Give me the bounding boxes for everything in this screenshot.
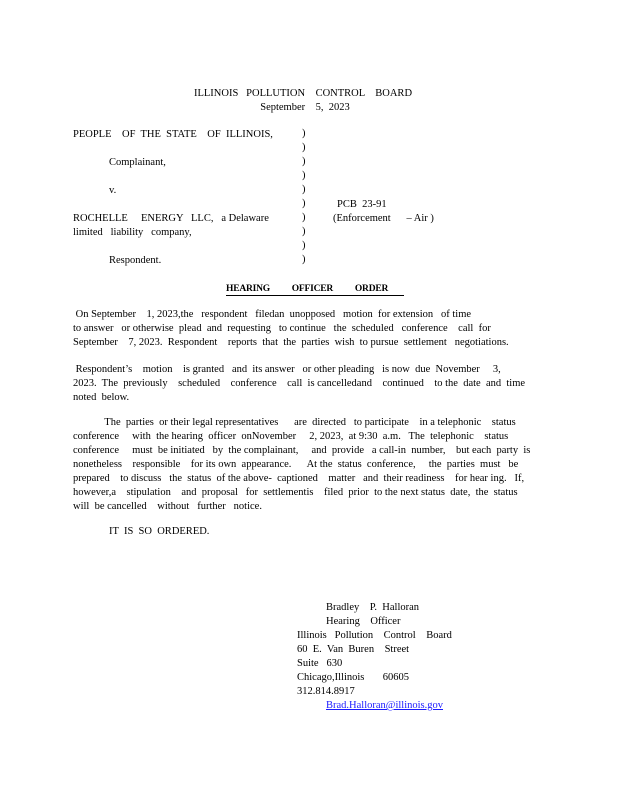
caption-paren: ) [302,198,306,209]
defendant-name-line-2: limited liability company, [73,227,192,238]
signer-organization: Illinois Pollution Control Board [297,630,452,641]
caption-paren: ) [302,156,306,167]
caption-paren: ) [302,142,306,153]
signer-title: Hearing Officer [326,616,401,627]
paragraph-1-line: September 7, 2023. Respondent reports that the parties wish to pursue settlement negotiations. [73,337,509,348]
agency-name: ILLINOIS POLLUTION CONTROL BOARD [193,88,413,99]
address-line-1: 60 E. Van Buren Street [297,644,410,655]
caption-paren: ) [302,128,306,139]
defendant-name-line-1: ROCHELLE ENERGY LLC, a Delaware [73,213,269,224]
paragraph-3-line: however,a stipulation and proposal for settlementis filed prior to the next status date, the status [73,487,518,498]
paragraph-2-line: 2023. The previously scheduled conference call is cancelledand continued to the date and time [73,378,526,389]
phone-number: 312.814.8917 [297,686,355,697]
plaintiff-name: PEOPLE OF THE STATE OF ILLINOIS, [73,129,273,140]
caption-paren: ) [302,226,306,237]
paragraph-3-line: nonetheless responsible for its own appearance. At the status conference, the parties must be [73,459,519,470]
case-type: (Enforcement – Air ) [333,213,434,224]
defendant-role: Respondent. [109,255,162,266]
paragraph-3-line: The parties or their legal representatives are directed to participate in a telephonic status [73,417,516,428]
order-date: September 5, 2023 [260,102,350,113]
address-line-2: Suite 630 [297,658,343,669]
versus-label: v. [109,185,117,196]
email-link[interactable]: Brad.Halloran@illinois.gov [326,700,443,711]
caption-divider [302,127,312,267]
closing-statement: IT IS SO ORDERED. [109,526,210,537]
paragraph-3-line: prepared to discuss the status of the above- captioned matter and their readiness for hear ing. If, [73,473,525,484]
case-number: PCB 23-91 [337,199,387,210]
paragraph-2-line: noted below. [73,392,130,403]
paragraph-3-line: will be cancelled without further notice. [73,501,262,512]
paragraph-3-line: conference with the hearing officer onNovember 2, 2023, at 9:30 a.m. The telephonic status [73,431,509,442]
caption-paren: ) [302,240,306,251]
paragraph-1-line: to answer or otherwise plead and requesting to continue the scheduled conference call for [73,323,491,334]
address-city: Chicago,Illinois 60605 [297,672,409,683]
caption-paren: ) [302,184,306,195]
paragraph-1-line: On September 1, 2023,the respondent filedan unopposed motion for extension of time [73,309,472,320]
plaintiff-role: Complainant, [109,157,166,168]
caption-paren: ) [302,170,306,181]
caption-paren: ) [302,212,306,223]
caption-paren: ) [302,254,306,265]
paragraph-2-line: Respondent’s motion is granted and its answer or other pleading is now due November 3, [73,364,501,375]
paragraph-3-line: conference must be initiated by the complainant, and provide a call-in number, but each party is [73,445,531,456]
signer-name: Bradley P. Halloran [326,602,420,613]
order-title: HEARING OFFICER ORDER [226,283,404,296]
